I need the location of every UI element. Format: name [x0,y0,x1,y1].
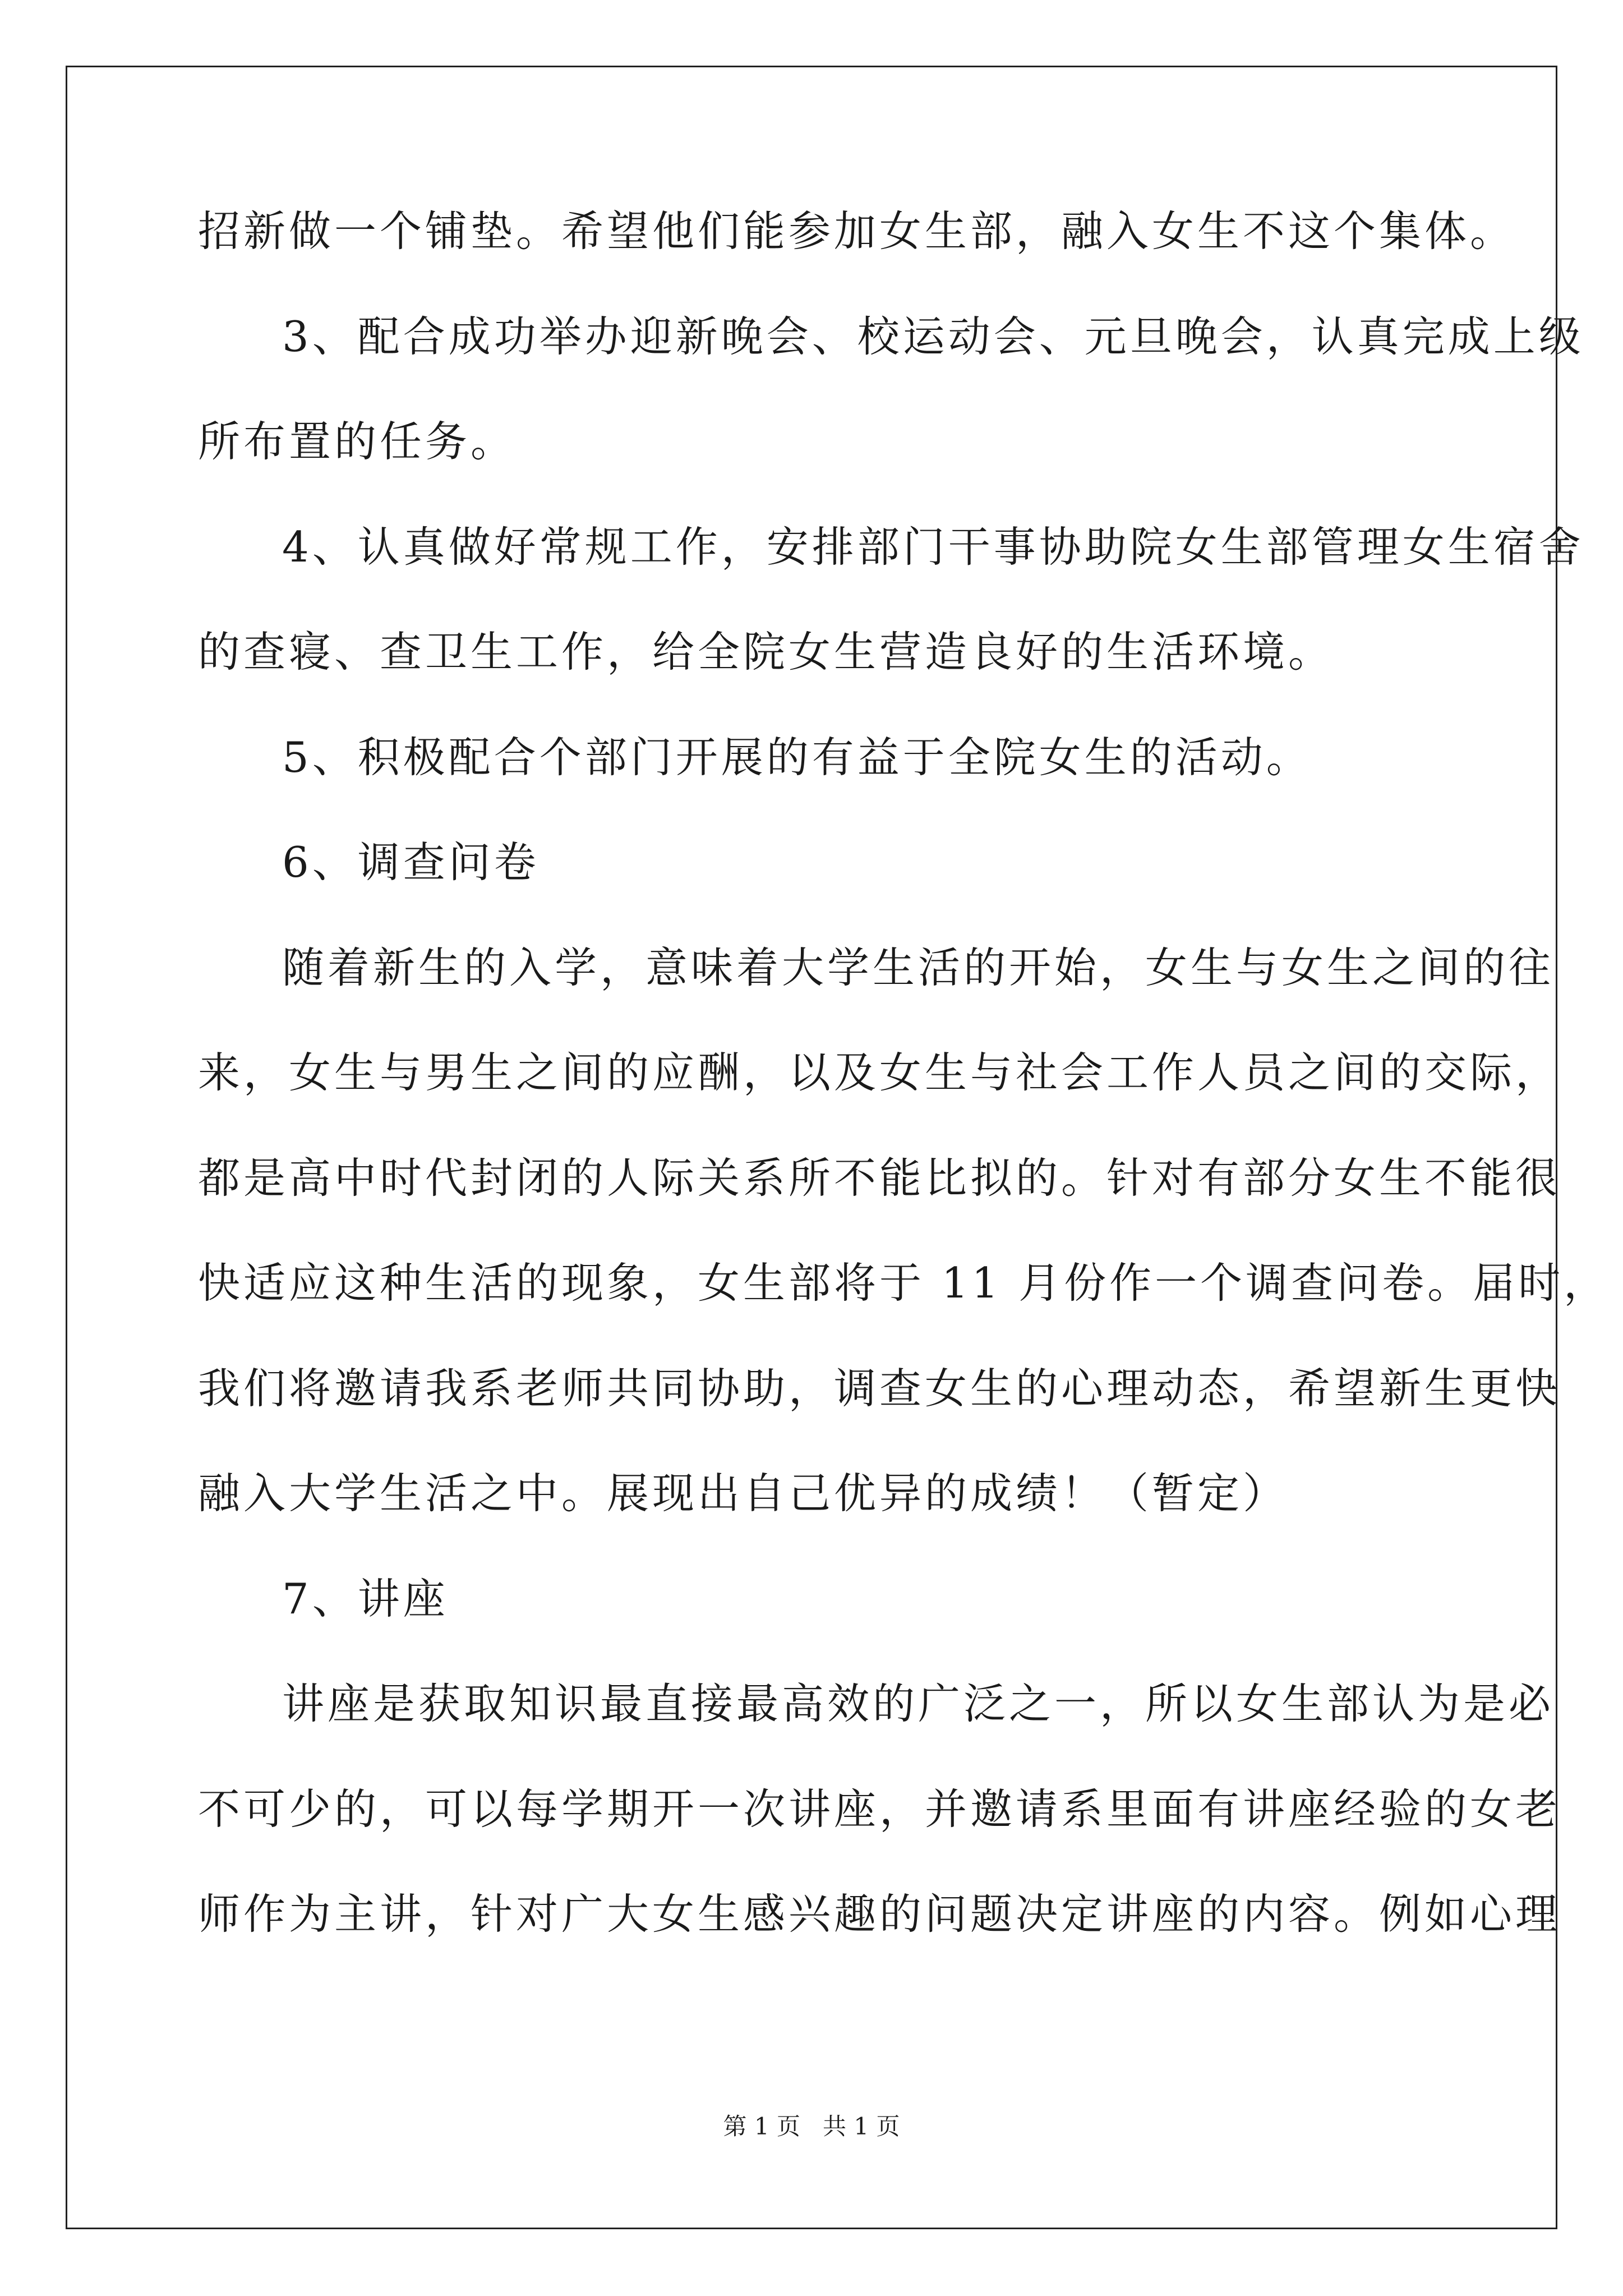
page-footer: 第 1 页 共 1 页 [723,2113,900,2140]
text-line: 的查寝、查卫生工作，给全院女生营造良好的生活环境。 [198,627,1334,677]
section-heading-lecture: 7、讲座 [282,1574,449,1623]
text-line: 来，女生与男生之间的应酬，以及女生与社会工作人员之间的交际， [198,1048,1561,1097]
text-line: 快适应这种生活的现象，女生部将于 11 月份作一个调查问卷。届时， [198,1258,1610,1308]
list-item-5: 5、积极配合个部门开展的有益于全院女生的活动。 [282,733,1312,782]
text-line: 师作为主讲，针对广大女生感兴趣的问题决定讲座的内容。例如心理 [198,1889,1561,1939]
text-line: 融入大学生活之中。展现出自己优异的成绩！（暂定） [198,1469,1289,1518]
list-item-4: 4、认真做好常规工作，安排部门干事协助院女生部管理女生宿舍 [282,522,1584,572]
text-line: 随着新生的入学，意味着大学生活的开始，女生与女生之间的往 [282,943,1555,992]
text-line: 都是高中时代封闭的人际关系所不能比拟的。针对有部分女生不能很 [198,1153,1561,1203]
section-heading-survey: 6、调查问卷 [282,838,540,887]
text-line: 讲座是获取知识最直接最高效的广泛之一，所以女生部认为是必 [282,1679,1555,1728]
text-line: 所布置的任务。 [198,417,517,466]
text-line: 招新做一个铺垫。希望他们能参加女生部，融入女生不这个集体。 [198,206,1516,256]
text-line: 我们将邀请我系老师共同协助，调查女生的心理动态，希望新生更快 [198,1364,1561,1413]
list-item-3: 3、配合成功举办迎新晚会、校运动会、元旦晚会，认真完成上级 [282,312,1584,361]
text-line: 不可少的，可以每学期开一次讲座，并邀请系里面有讲座经验的女老 [198,1784,1561,1834]
